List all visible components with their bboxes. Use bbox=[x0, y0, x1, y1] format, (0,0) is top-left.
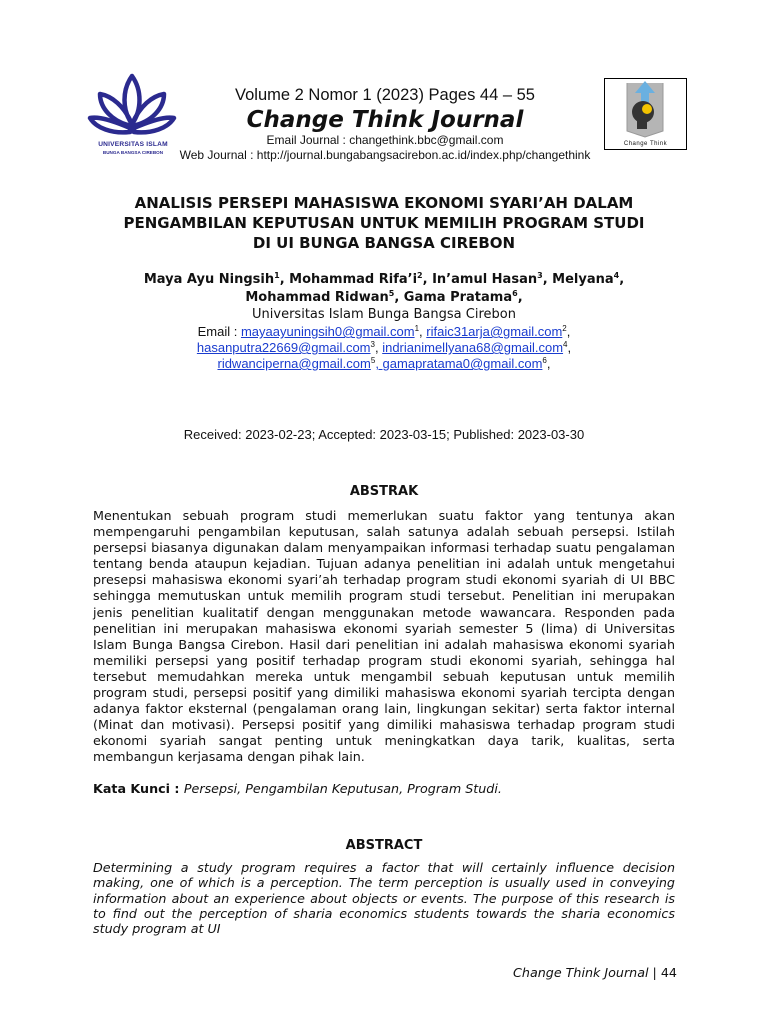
email-sup: 1 bbox=[414, 324, 420, 333]
affiliation: Universitas Islam Bunga Bangsa Cirebon bbox=[252, 307, 516, 322]
email-sup: 2 bbox=[562, 324, 567, 333]
abstract-body: Determining a study program requires a factor that will certainly influence decision making, one of which is a perception. The term perception is usually used in conveying information about an experience about objects or events. The purpose of this research is to find out the perception of sharia economics students towards the sharia economics study program at UI bbox=[93, 860, 675, 937]
email-sup: 5 bbox=[370, 356, 376, 365]
email-label: Email : bbox=[197, 324, 241, 339]
author-emails: Email : mayaayuningsih0@gmail.com$^1$, rifaic31arja@gmail.com$^2$, hasanputra22669@gmail.com$^3$, indrianimellyana68@gmail.com$^4$, ridwanciperna@gmail.com$^5$, gamapratama0@gmail.com$^6$, bbox=[196, 324, 572, 371]
page-footer bbox=[513, 965, 677, 980]
author-sup: 4 bbox=[613, 271, 620, 280]
author-name: Mohammad Ridwan bbox=[245, 290, 389, 305]
keywords bbox=[93, 781, 675, 796]
email-link[interactable]: ridwanciperna@gmail.com bbox=[217, 356, 371, 371]
volume-info: Volume 2 Nomor 1 (2023) Pages 44 – 55 bbox=[235, 86, 535, 104]
author-name: In’amul Hasan bbox=[432, 272, 538, 287]
abstract-heading: ABSTRACT bbox=[345, 838, 423, 853]
author-name: Mohammad Rifa’i bbox=[289, 272, 418, 287]
journal-web: Web Journal : http://journal.bungabangsacirebon.ac.id/index.php/changethink bbox=[179, 148, 591, 162]
page-number: 44 bbox=[660, 965, 677, 980]
author-name: Gama Pratama bbox=[403, 290, 513, 305]
email-sup: 4 bbox=[563, 340, 568, 349]
paper-title bbox=[80, 193, 688, 253]
journal-logo bbox=[604, 78, 687, 150]
footer-sep: | bbox=[648, 965, 661, 980]
author-sup: 6 bbox=[512, 289, 518, 298]
publication-dates: Received: 2023-02-23; Accepted: 2023-03-15; Published: 2023-03-30 bbox=[183, 427, 585, 442]
email-sup: 3 bbox=[370, 340, 375, 349]
email-sup: 6 bbox=[542, 356, 547, 365]
abstrak-heading: ABSTRAK bbox=[349, 484, 419, 499]
journal-header bbox=[150, 86, 620, 163]
keywords-label: Kata Kunci : bbox=[93, 781, 184, 796]
title-line: ANALISIS PERSEPI MAHASISWA EKONOMI SYARI’AH DALAM bbox=[134, 194, 634, 212]
author-name: Maya Ayu Ningsih bbox=[143, 272, 275, 287]
email-link[interactable]: indrianimellyana68@gmail.com bbox=[382, 340, 564, 355]
head-bulb-icon bbox=[605, 79, 686, 139]
email-link[interactable]: rifaic31arja@gmail.com bbox=[426, 324, 563, 339]
email-link[interactable]: hasanputra22669@gmail.com bbox=[196, 340, 371, 355]
author-name: Melyana bbox=[552, 272, 614, 287]
author-list: Maya Ayu Ningsih$^1$, Mohammad $Rifa’i^2$, In’amul Hasan$^3$, Melyana$^4$, Mohammad Ridwan$^5$, Gama Pratama$^6$, bbox=[143, 271, 625, 305]
email-link[interactable]: mayaayuningsih0@gmail.com bbox=[240, 324, 415, 339]
author-sup: 2 bbox=[417, 271, 423, 280]
author-sup: 1 bbox=[274, 271, 280, 280]
title-line: PENGAMBILAN KEPUTUSAN UNTUK MEMILIH PROGRAM STUDI bbox=[123, 214, 645, 232]
journal-name: Change Think Journal bbox=[246, 107, 524, 133]
logo-text-line2: BUNGA BANGSA CIREBON bbox=[102, 150, 164, 155]
logo-text-line1: UNIVERSITAS ISLAM bbox=[98, 141, 168, 148]
abstrak-body: Menentukan sebuah program studi memerlukan suatu faktor yang tentunya akan mempengaruhi pengambilan keputusan, salah satunya adalah sebuah persepsi. Istilah persepsi biasanya digunakan dalam menyampaikan informasi terhadap suatu pengalaman tentang benda ataupun kejadian. Tujuan adanya penelitian ini adalah untuk mengetahui presepsi mahasiswa ekonomi syari’ah terhadap program studi ekonomi syariah di UI BBC sehingga memutuskan untuk memilih program studi tersebut. Penelitian ini merupakan jenis penelitian kualitatif dengan menggunakan metode wawancara. Responden pada penelitian ini merupakan mahasiswa ekonomi syariah semester 5 (lima) di Universitas Islam Bunga Bangsa Cirebon. Hasil dari penelitian ini adalah mahasiswa ekonomi syariah memiliki persepsi yang positif terhadap program studi ekonomi syariah, sehingga hal tersebut memudahkan mereka untuk mengambil sebuah keputusan untuk memilih program studi, persepsi positif yang dimiliki mahasiswa ekonomi syariah tercipta dengan adanya faktor eksternal (pengalaman orang lain, lingkungan sekitar) serta faktor internal (Minat dan motivasi). Persepsi positif yang dimiliki mahasiswa terhadap program studi ekonomi syariah sangat penting untuk meningkatkan daya tarik, kualitas, serta membangun kerjasama dengan pihak lain. bbox=[93, 508, 675, 765]
journal-email: Email Journal : changethink.bbc@gmail.com bbox=[266, 133, 504, 147]
footer-journal: Change Think Journal bbox=[513, 965, 649, 980]
author-sup: 3 bbox=[537, 271, 543, 280]
title-line: DI UI BUNGA BANGSA CIREBON bbox=[252, 234, 516, 252]
author-sup: 5 bbox=[388, 289, 395, 298]
keywords-value: Persepsi, Pengambilan Keputusan, Program Studi. bbox=[183, 781, 502, 796]
email-link[interactable]: gamapratama0@gmail.com bbox=[382, 356, 543, 371]
journal-logo-caption: Change Think bbox=[623, 141, 668, 147]
